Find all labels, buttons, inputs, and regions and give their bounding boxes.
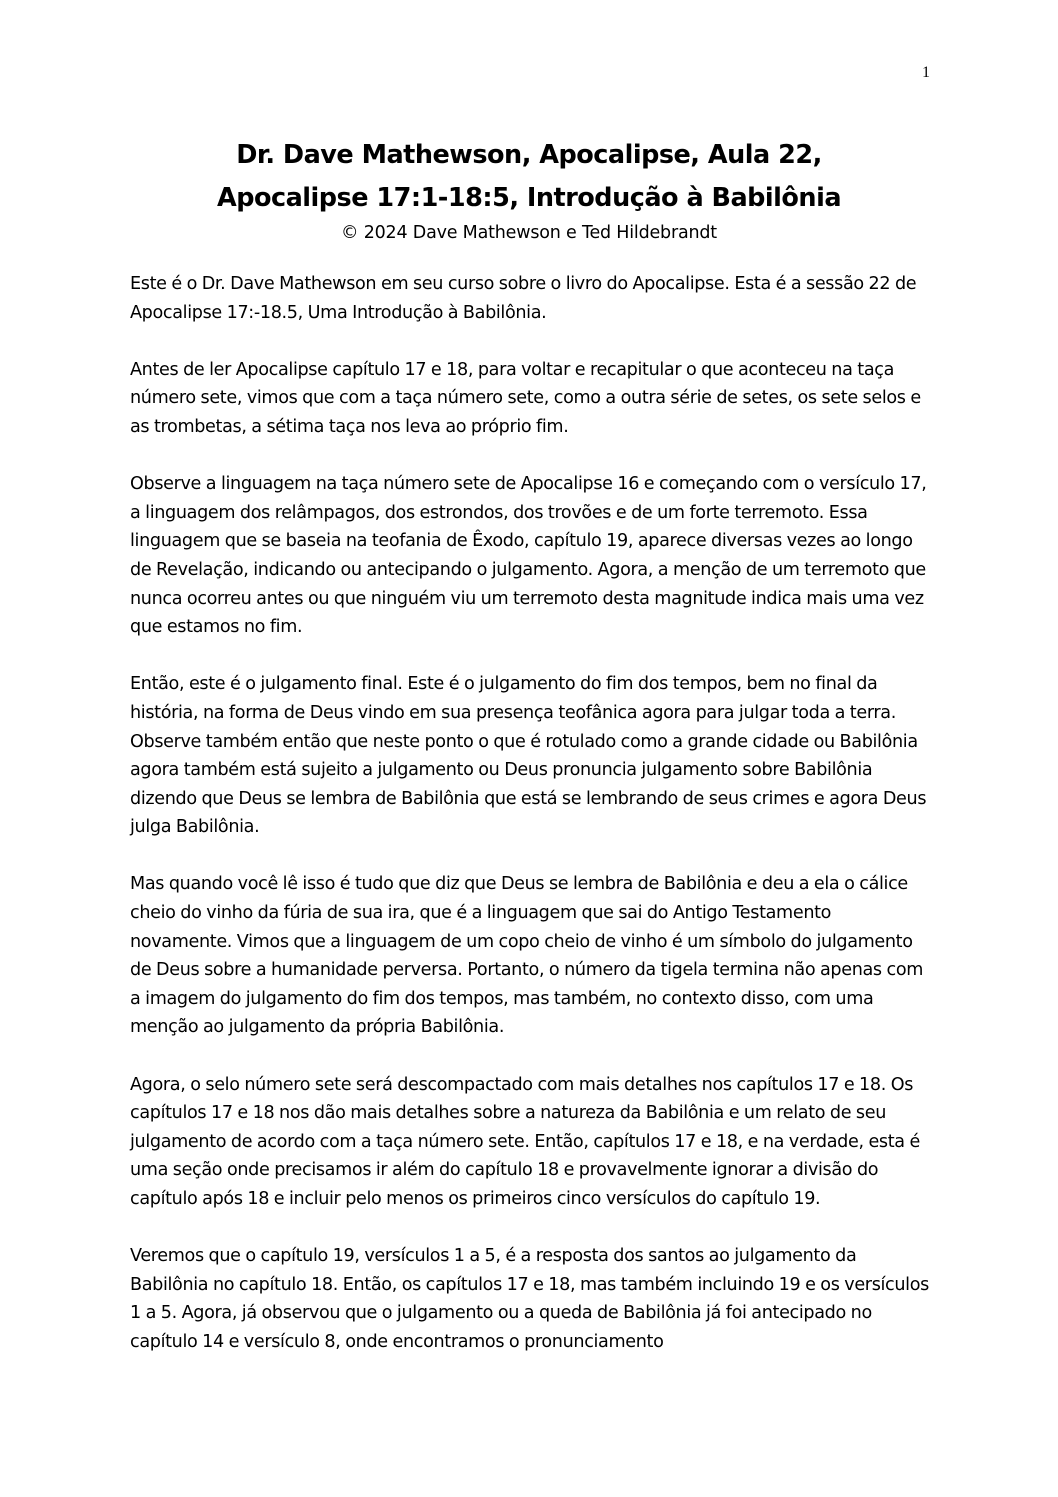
paragraph: Agora, o selo número sete será descompactado com mais detalhes nos capítulos 17 e 18. Os capítulos 17 e 18 nos dão mais detalhes sobre a natureza da Babilônia e um relato de seu julgamento de acordo com a taça número sete. Então, capítulos 17 e 18, e na verdade, esta é uma seção onde precisamos ir além do capítulo 18 e provavelmente ignorar a divisão do capítulo após 18 e incluir pelo menos os primeiros cinco versículos do capítulo 19. [130, 1074, 920, 1209]
page-number: 1 [922, 64, 930, 81]
copyright-line: © 2024 Dave Mathewson e Ted Hildebrandt [341, 223, 717, 243]
paragraph: Este é o Dr. Dave Mathewson em seu curso sobre o livro do Apocalipse. Esta é a sessão 22 de Apocalipse 17:-18.5, Uma Introdução à Babilônia. [130, 274, 917, 323]
title-line-2: Apocalipse 17:1-18:5, Introdução à Babilônia [216, 183, 842, 213]
document-body [130, 270, 935, 1385]
paragraph: Antes de ler Apocalipse capítulo 17 e 18, para voltar e recapitular o que aconteceu na taça número sete, vimos que com a taça número sete, como a outra série de setes, os sete selos e as trombetas, a sétima taça nos leva ao próprio fim. [130, 359, 921, 437]
document-title [0, 134, 1058, 220]
paragraph: Observe a linguagem na taça número sete de Apocalipse 16 e começando com o versículo 17, a linguagem dos relâmpagos, dos estrondos, dos trovões e de um forte terremoto. Essa linguagem que se baseia na teofania de Êxodo, capítulo 19, aparece diversas vezes ao longo de Revelação, indicando ou antecipando o julgamento. Agora, a menção de um terremoto que nunca ocorreu antes ou que ninguém viu um terremoto desta magnitude indica mais uma vez que estamos no fim. [130, 474, 927, 638]
paragraph: Mas quando você lê isso é tudo que diz que Deus se lembra de Babilônia e deu a ela o cálice cheio do vinho da fúria de sua ira, que é a linguagem que sai do Antigo Testamento novamente. Vimos que a linguagem de um copo cheio de vinho é um símbolo do julgamento de Deus sobre a humanidade perversa. Portanto, o número da tigela termina não apenas com a imagem do julgamento do fim dos tempos, mas também, no contexto disso, com uma menção ao julgamento da própria Babilônia. [130, 874, 924, 1038]
paragraph: Veremos que o capítulo 19, versículos 1 a 5, é a resposta dos santos ao julgamento da Babilônia no capítulo 18. Então, os capítulos 17 e 18, mas também incluindo 19 e os versículos 1 a 5. Agora, já observou que o julgamento ou a queda de Babilônia já foi antecipado no capítulo 14 e versículo 8, onde encontramos o pronunciamento [130, 1246, 929, 1352]
paragraph: Então, este é o julgamento final. Este é o julgamento do fim dos tempos, bem no final da história, na forma de Deus vindo em sua presença teofânica agora para julgar toda a terra. Observe também então que neste ponto o que é rotulado como a grande cidade ou Babilônia agora também está sujeito a julgamento ou Deus pronuncia julgamento sobre Babilônia dizendo que Deus se lembra de Babilônia que está se lembrando de seus crimes e agora Deus julga Babilônia. [130, 674, 927, 838]
title-line-1: Dr. Dave Mathewson, Apocalipse, Aula 22, [236, 140, 822, 170]
